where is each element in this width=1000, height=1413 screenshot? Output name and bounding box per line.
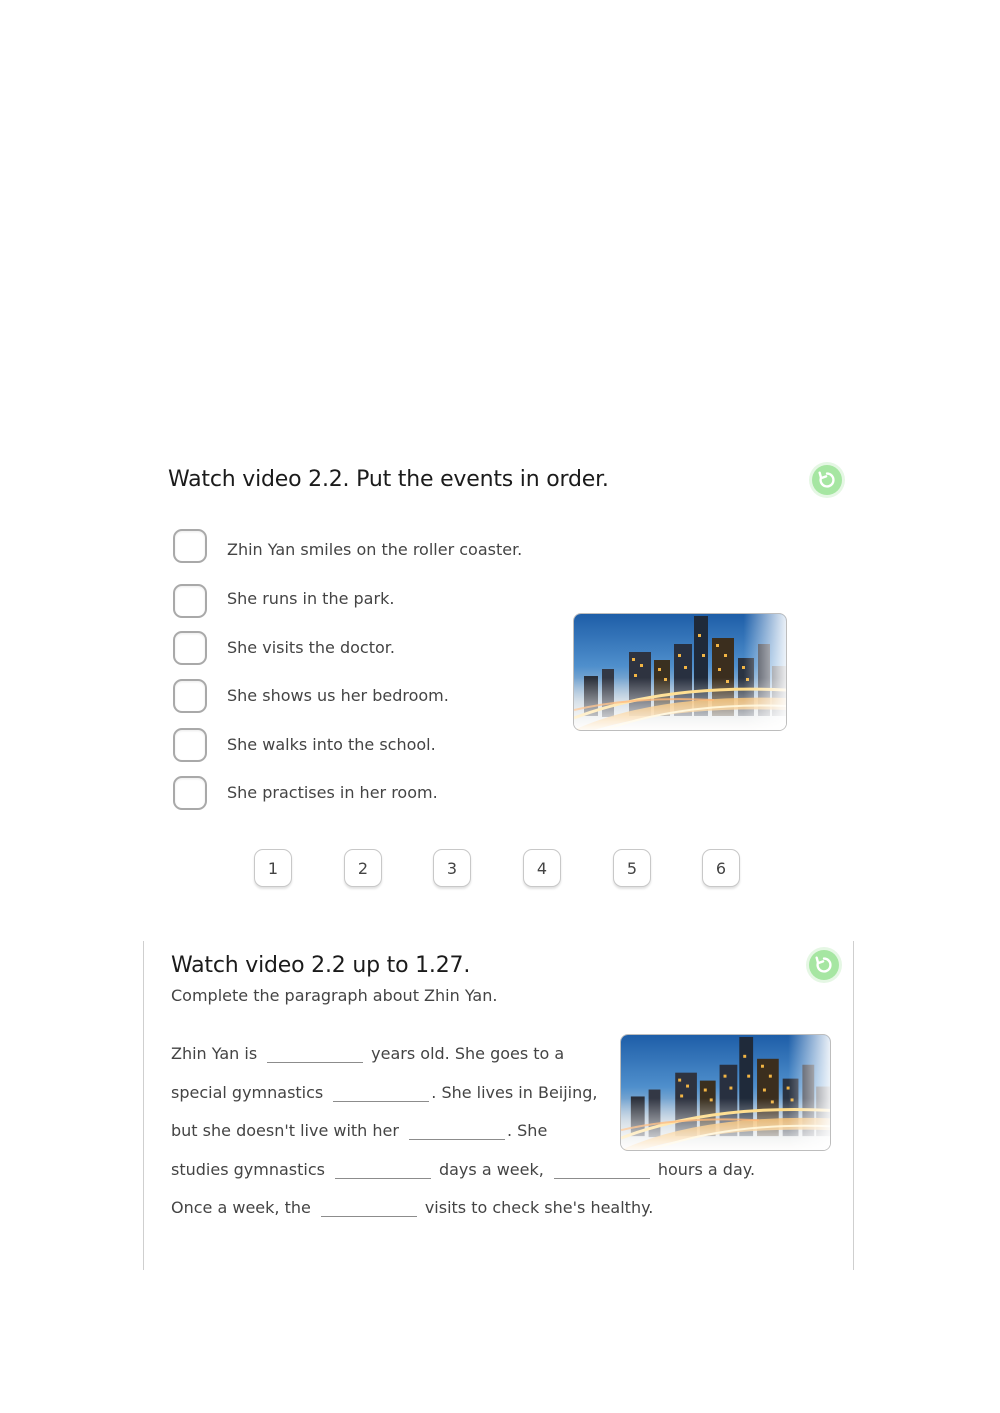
blank-visitor-input[interactable] [321, 1198, 417, 1217]
number-tile-6[interactable]: 6 [702, 849, 740, 887]
paragraph-line-3 [171, 1121, 547, 1140]
paragraph-text: but she doesn't live with her [171, 1121, 399, 1140]
paragraph-text: Zhin Yan is [171, 1044, 258, 1063]
paragraph-line-2 [171, 1083, 598, 1102]
event-checkbox-4[interactable] [173, 679, 207, 713]
number-tile-5[interactable]: 5 [613, 849, 651, 887]
event-checkbox-1[interactable] [173, 529, 207, 563]
reset-arrow-icon [813, 954, 835, 976]
paragraph-text: hours a day. [657, 1160, 756, 1179]
event-checkbox-5[interactable] [173, 728, 207, 762]
event-text-3: She visits the doctor. [227, 638, 395, 657]
section2-title: Watch video 2.2 up to 1.27. [171, 953, 471, 978]
blank-hours-input[interactable] [554, 1160, 650, 1179]
paragraph-text: visits to check she's healthy. [424, 1198, 654, 1217]
event-checkbox-6[interactable] [173, 776, 207, 810]
number-tile-1[interactable]: 1 [254, 849, 292, 887]
blank-age-input[interactable] [267, 1044, 363, 1063]
section2-reset-button[interactable] [809, 950, 839, 980]
blank-school-input[interactable] [333, 1083, 429, 1102]
paragraph-line-1 [171, 1044, 564, 1063]
paragraph-text: studies gymnastics [171, 1160, 325, 1179]
number-tile-3[interactable]: 3 [433, 849, 471, 887]
event-text-1: Zhin Yan smiles on the roller coaster. [227, 540, 523, 559]
paragraph-line-5 [171, 1198, 653, 1217]
section1-reset-button[interactable] [812, 465, 842, 495]
panel-right-border [853, 941, 854, 1270]
reset-arrow-icon [816, 469, 838, 491]
blank-family-input[interactable] [409, 1121, 505, 1140]
event-checkbox-2[interactable] [173, 584, 207, 618]
paragraph-line-4 [171, 1160, 755, 1179]
panel-left-border [143, 941, 144, 1270]
blank-days-input[interactable] [335, 1160, 431, 1179]
city-skyline-photo [620, 1034, 831, 1151]
event-text-2: She runs in the park. [227, 589, 395, 608]
paragraph-text: . She [506, 1121, 548, 1140]
city-skyline-photo [573, 613, 787, 731]
section1-title: Watch video 2.2. Put the events in order. [168, 467, 609, 492]
paragraph-text: years old. She goes to a [371, 1044, 565, 1063]
paragraph-text: . She lives in Beijing, [431, 1083, 598, 1102]
paragraph-text: Once a week, the [171, 1198, 311, 1217]
number-tile-4[interactable]: 4 [523, 849, 561, 887]
number-tile-2[interactable]: 2 [344, 849, 382, 887]
event-checkbox-3[interactable] [173, 631, 207, 665]
section2-subtitle: Complete the paragraph about Zhin Yan. [171, 986, 498, 1005]
event-text-6: She practises in her room. [227, 783, 438, 802]
paragraph-text: days a week, [438, 1160, 544, 1179]
paragraph-text: special gymnastics [171, 1083, 324, 1102]
event-text-4: She shows us her bedroom. [227, 686, 449, 705]
event-text-5: She walks into the school. [227, 735, 436, 754]
